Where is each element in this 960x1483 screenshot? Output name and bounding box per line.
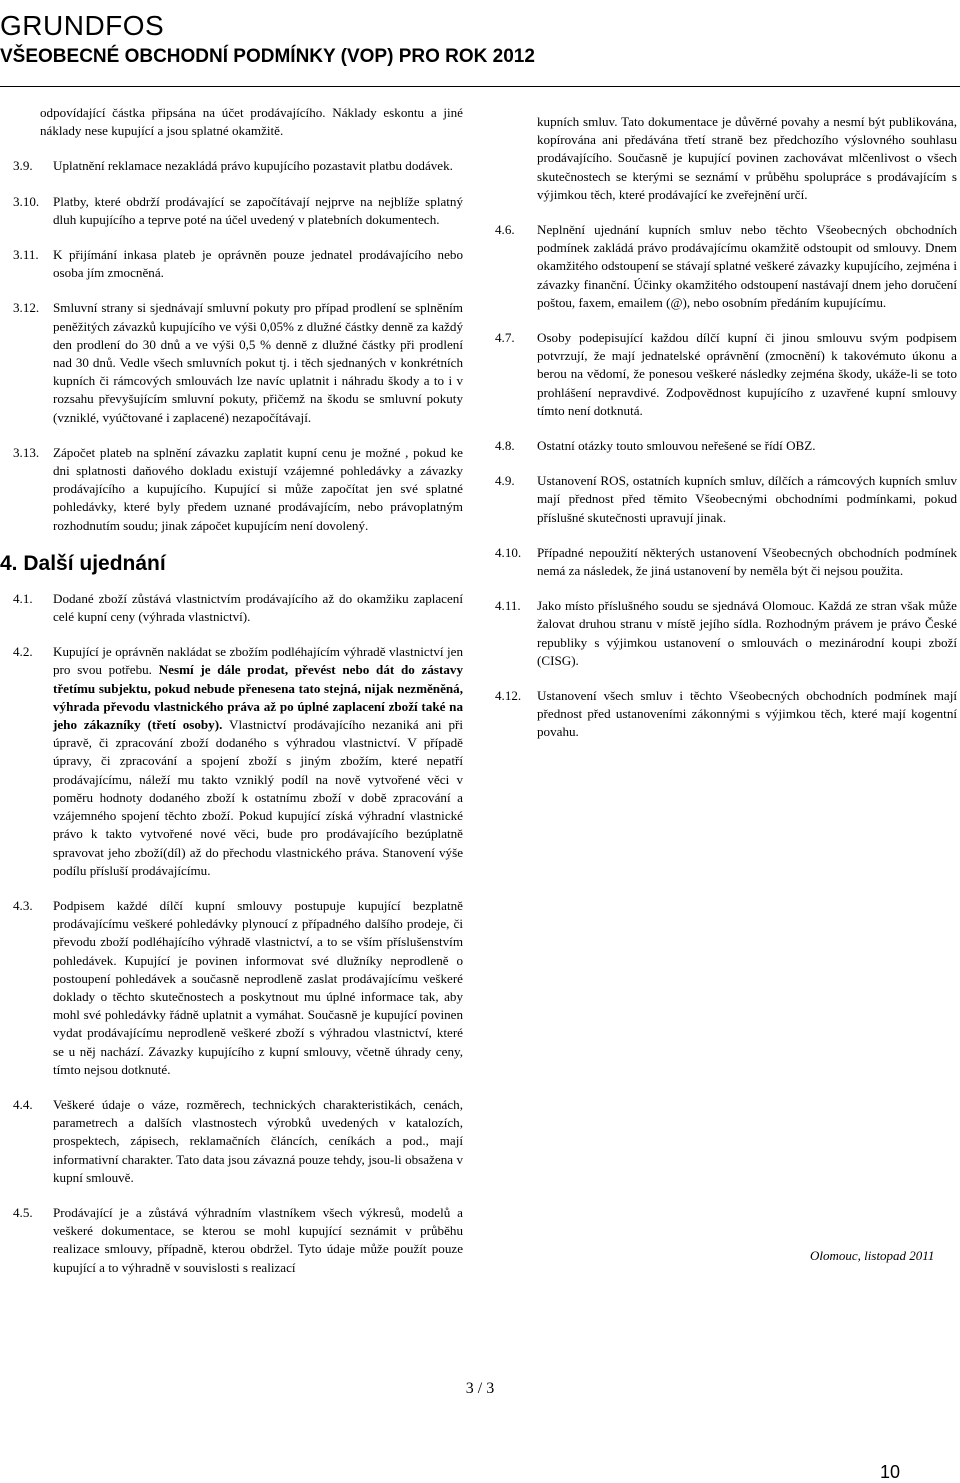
clause-text: K přijímání inkasa plateb je oprávněn pouze jednatel prodávajícího nebo osoba jím zmocněná. <box>53 247 463 281</box>
clause-number: 4.2. <box>13 644 33 660</box>
clause-4-6 <box>495 221 957 312</box>
left-column <box>0 104 463 1294</box>
continued-paragraph: odpovídající částka připsána na účet prodávajícího. Náklady eskontu a jiné náklady nese kupující a jsou splatné okamžitě. <box>40 105 463 139</box>
clause-number: 4.10. <box>495 544 522 560</box>
clause-4-2 <box>13 643 463 880</box>
clause-3-10 <box>13 193 463 229</box>
clause-text: Neplnění ujednání kupních smluv nebo těchto Všeobecných obchodních podmínek zakládá právo prodávajícímu okamžitě odstoupit od smlouvy. Dnem okamžitého odstoupení se stávají splatné veškeré závazky kupujícího, zejména i závazky finanční. Účinky okamžitého odstoupení nastávají dnem jeho doručení poštou, faxem, emailem (@), nebo osobním předáním kupujícímu. <box>537 222 957 310</box>
clause-4-5 <box>13 1204 463 1277</box>
place-and-date: Olomouc, listopad 2011 <box>810 1248 935 1263</box>
clause-text: Veškeré údaje o váze, rozměrech, technických charakteristikách, cenách, parametrech a dalších vlastnostech výrobků uvedených v katalozích, prospektech, zápisech, reklamačních článcích, ceníkách a pod., mají informativní charakter. Tato data jsou závazná pouze tehdy, jsou-li obsažena v kupní smlouvě. <box>53 1096 463 1185</box>
clause-text: Zápočet plateb na splnění závazku zaplatit kupní cenu je možné , pokud ke dni splatnosti daňového dokladu existují vzájemné pohledávky a závazky prodávajícího a kupujícího. Kupující si může započítat jen své splatné pohledávky, které byly předem uznané prodávajícím, nebo právoplatným rozhodnutím soudu; jinak zápočet kupujícím není dovolený. <box>53 444 463 533</box>
clause-3-9 <box>13 157 463 175</box>
company-name: GRUNDFOS <box>0 10 165 41</box>
clause-4-12 <box>495 687 957 742</box>
document-title: VŠEOBECNÉ OBCHODNÍ PODMÍNKY (VOP) PRO ROK 2012 <box>0 46 535 67</box>
clause-number: 3.12. <box>13 300 40 316</box>
clause-4-10 <box>495 544 957 580</box>
clause-number: 3.9. <box>13 158 33 174</box>
clause-number: 4.6. <box>495 222 515 238</box>
clause-text: Osoby podepisující každou dílčí kupní či jinou smlouvu svým podpisem potvrzují, že mají jednatelské oprávnění (zmocnění) k takovémuto úkonu a berou na vědomí, že ponesou veškeré následky zejména škody, ukáže-li se toto prohlášení nepravdivé. Zodpovědnost kupujícího z uzavřené kupní smlouvy tímto není dotknutá. <box>537 330 957 418</box>
page-number: 3 / 3 <box>465 1380 495 1397</box>
clause-4-7 <box>495 329 957 420</box>
clause-number: 4.4. <box>13 1096 33 1112</box>
section-heading: 4. Další ujednání <box>0 551 166 575</box>
clause-3-13 <box>13 444 463 535</box>
continued-paragraph: kupních smluv. Tato dokumentace je důvěrné povahy a nesmí být publikována, kopírována ani předávána třetí straně bez předchozího výslovného souhlasu prodávajícího. Současně je kupující povinen zachovávat mlčenlivost o všech skutečnostech se kterými se seznámí v průběhu spolupráce s prodávajícím s výjimkou těch, které prodávající ke zveřejnění určí. <box>537 114 957 202</box>
clause-number: 4.12. <box>495 688 522 704</box>
clause-number: 4.7. <box>495 330 515 346</box>
clause-text-part: Kupující je oprávněn nakládat se zbožím podléhajícím výhradě vlastnictví jen pro svou potřebu. <box>53 644 463 678</box>
clause-number: 4.3. <box>13 897 33 913</box>
clause-number: 4.8. <box>495 438 515 454</box>
clause-4-8 <box>495 437 957 455</box>
folio-number: 10 <box>879 1462 900 1482</box>
clause-4-11 <box>495 597 957 670</box>
clause-text: Podpisem každé dílčí kupní smlouvy postupuje kupující bezplatně prodávajícímu veškeré pohledávky plynoucí z případného dalšího prodeje, či převodu zboží podléhajícího výhradě vlastnictví, a to se vším příslušenstvím pohledávek. Kupující je povinen informovat své dlužníky neprodleně o postoupení pohledávek a současně neprodleně zaslat prodávajícímu veškeré doklady o těchto skutečnostech a poskytnout mu úplné informace tak, aby mohl své pohledávky řádně uplatnit a vymáhat. Současně je kupující povinen vydat prodávajícímu neprodleně veškeré zboží s výhradou vlastnictví, které se u něj nachází. Závazky kupujícího z kupní smlouvy, včetně úhrady ceny, tímto nejsou dotknuté. <box>53 897 463 1077</box>
clause-4-3 <box>13 897 463 1079</box>
page-header <box>0 12 535 68</box>
clause-text-part: Vlastnictví prodávajícího nezaniká ani při úpravě, či zpracování zboží dodaného s výhradou vlastnictví. V případě úpravy, či zpracování a spojení zboží s jiným zbožím, které nepatří prodávajícímu, náleží mu takto vzniklý podíl na nově vytvořené věci v poměru hodnoty dodaného zboží k ostatnímu zboží v době zpracování a vzájemného spojení těchto zboží. Pokud kupující získá výhradní vlastnické právo k takto vytvořené nové věci, bude pro prodávajícího bezúplatně spravovat jeho zboží(díl) až do přechodu vlastnického práva. Stanovení výše podílu přísluší prodávajícímu. <box>53 717 463 878</box>
clause-text: Smluvní strany si sjednávají smluvní pokuty pro případ prodlení se splněním peněžitých závazků kupujícího ve výši 0,05% z dlužné částky denně za každý den prodlení do 30 dnů a ve výši 0,5 % denně z dlužné částky při prodlení nad 30 dnů. Vedle všech smluvních pokut tj. i těch sjednaných v konkrétních kupních či rámcových smlouvách lze navíc uplatnit i náhradu škody a to i v rozsahu převyšujícím smluvní pokuty, přičemž na škodu se smluvní pokuty (vzniklé, vyúčtované i zaplacené) nezapočítávají. <box>53 300 463 425</box>
clause-number: 3.13. <box>13 444 40 460</box>
clause-number: 4.5. <box>13 1204 33 1220</box>
clause-number: 4.1. <box>13 590 33 606</box>
clause-text: Případné nepoužití některých ustanovení Všeobecných obchodních podmínek nemá za následek, že jiná ustanovení by neměla být či nejsou použita. <box>537 544 957 579</box>
clause-text: Jako místo příslušného soudu se sjednává Olomouc. Každá ze stran však může žalovat druhou stranu v místě jejího sídla. Rozhodným právem je právo České republiky s výjimkou ustanovení o smlouvách o mezinárodní koupi zboží (CISG). <box>537 598 957 668</box>
clause-number: 3.11. <box>13 247 39 263</box>
clause-text: Ustanovení ROS, ostatních kupních smluv, dílčích a rámcových kupních smluv mají přednost před těmito Všeobecnými obchodními podmínkami, pokud příslušné skutečnosti upravují jinak. <box>537 473 957 525</box>
header-divider <box>0 86 960 87</box>
clause-4-1 <box>13 590 463 626</box>
clause-text: Ostatní otázky touto smlouvou neřešené se řídí OBZ. <box>537 438 816 454</box>
clause-text: Prodávající je a zůstává výhradním vlastníkem všech výkresů, modelů a veškeré dokumentace, se kterou se mohl kupující seznámit v průběhu realizace smlouvy, případně, kterou obdržel. Tyto údaje může použít pouze kupující a to výhradně v souvislosti s realizací <box>53 1204 463 1275</box>
clause-3-12 <box>13 299 463 426</box>
clause-number: 3.10. <box>13 193 40 209</box>
clause-text: Ustanovení všech smluv i těchto Všeobecných obchodních podmínek mají přednost před ustanoveními zákonnými s výjimkou těch, které mají kogentní povahu. <box>537 688 957 740</box>
clause-number: 4.11. <box>495 598 521 614</box>
clause-number: 4.9. <box>495 473 515 489</box>
clause-3-11 <box>13 246 463 282</box>
clause-text <box>53 643 463 880</box>
clause-text: Uplatnění reklamace nezakládá právo kupujícího pozastavit platbu dodávek. <box>53 158 453 174</box>
clause-text-bold: Nesmí je dále prodat, převést nebo dát do zástavy třetímu subjektu, pokud nebude přenesena tato stejná, nijak nezměněná, výhrada převodu vlastnického práva až po úplné zaplacení zboží také na jeho zákazníky (třetí osoby). <box>53 662 463 733</box>
clause-text: Dodané zboží zůstává vlastnictvím prodávajícího až do okamžiku zaplacení celé kupní ceny (výhrada vlastnictví). <box>53 590 463 625</box>
clause-text: Platby, které obdrží prodávající se započítávají nejprve na nejblíže splatný dluh kupujícího a teprve poté na účel uvedený v platebních dokumentech. <box>53 193 463 227</box>
clause-4-4 <box>13 1096 463 1187</box>
clause-4-9 <box>495 472 957 527</box>
right-column <box>495 113 957 759</box>
